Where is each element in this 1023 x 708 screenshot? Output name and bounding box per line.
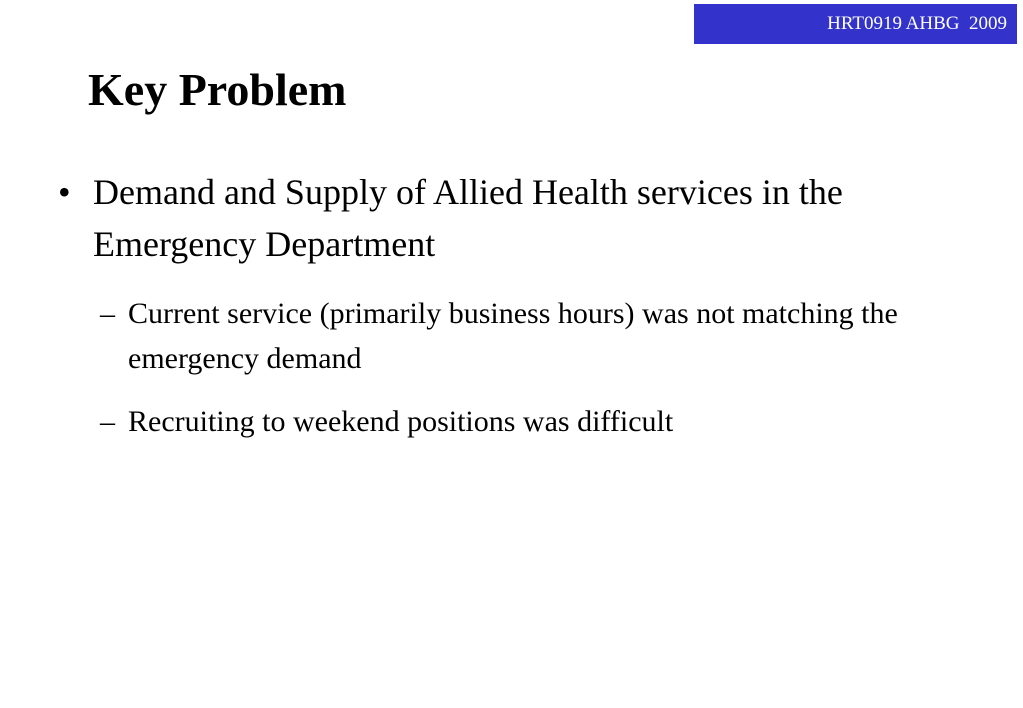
sub-bullet-text: Current service (primarily business hours) was not matching the emergency demand (128, 297, 898, 375)
bullet-item (58, 166, 998, 270)
bullet-text: Demand and Supply of Allied Health services in the Emergency Department (93, 172, 843, 264)
bullet-marker: • (58, 172, 71, 212)
slide-title: Key Problem (88, 64, 347, 115)
dash-marker: – (100, 405, 115, 438)
sub-bullet-text: Recruiting to weekend positions was difficult (128, 405, 674, 438)
sub-bullet-item (100, 399, 1000, 444)
dash-marker: – (100, 297, 115, 330)
header-tag: HRT0919 AHBG 2009 (694, 4, 1017, 44)
sub-bullet-item (100, 291, 1000, 381)
